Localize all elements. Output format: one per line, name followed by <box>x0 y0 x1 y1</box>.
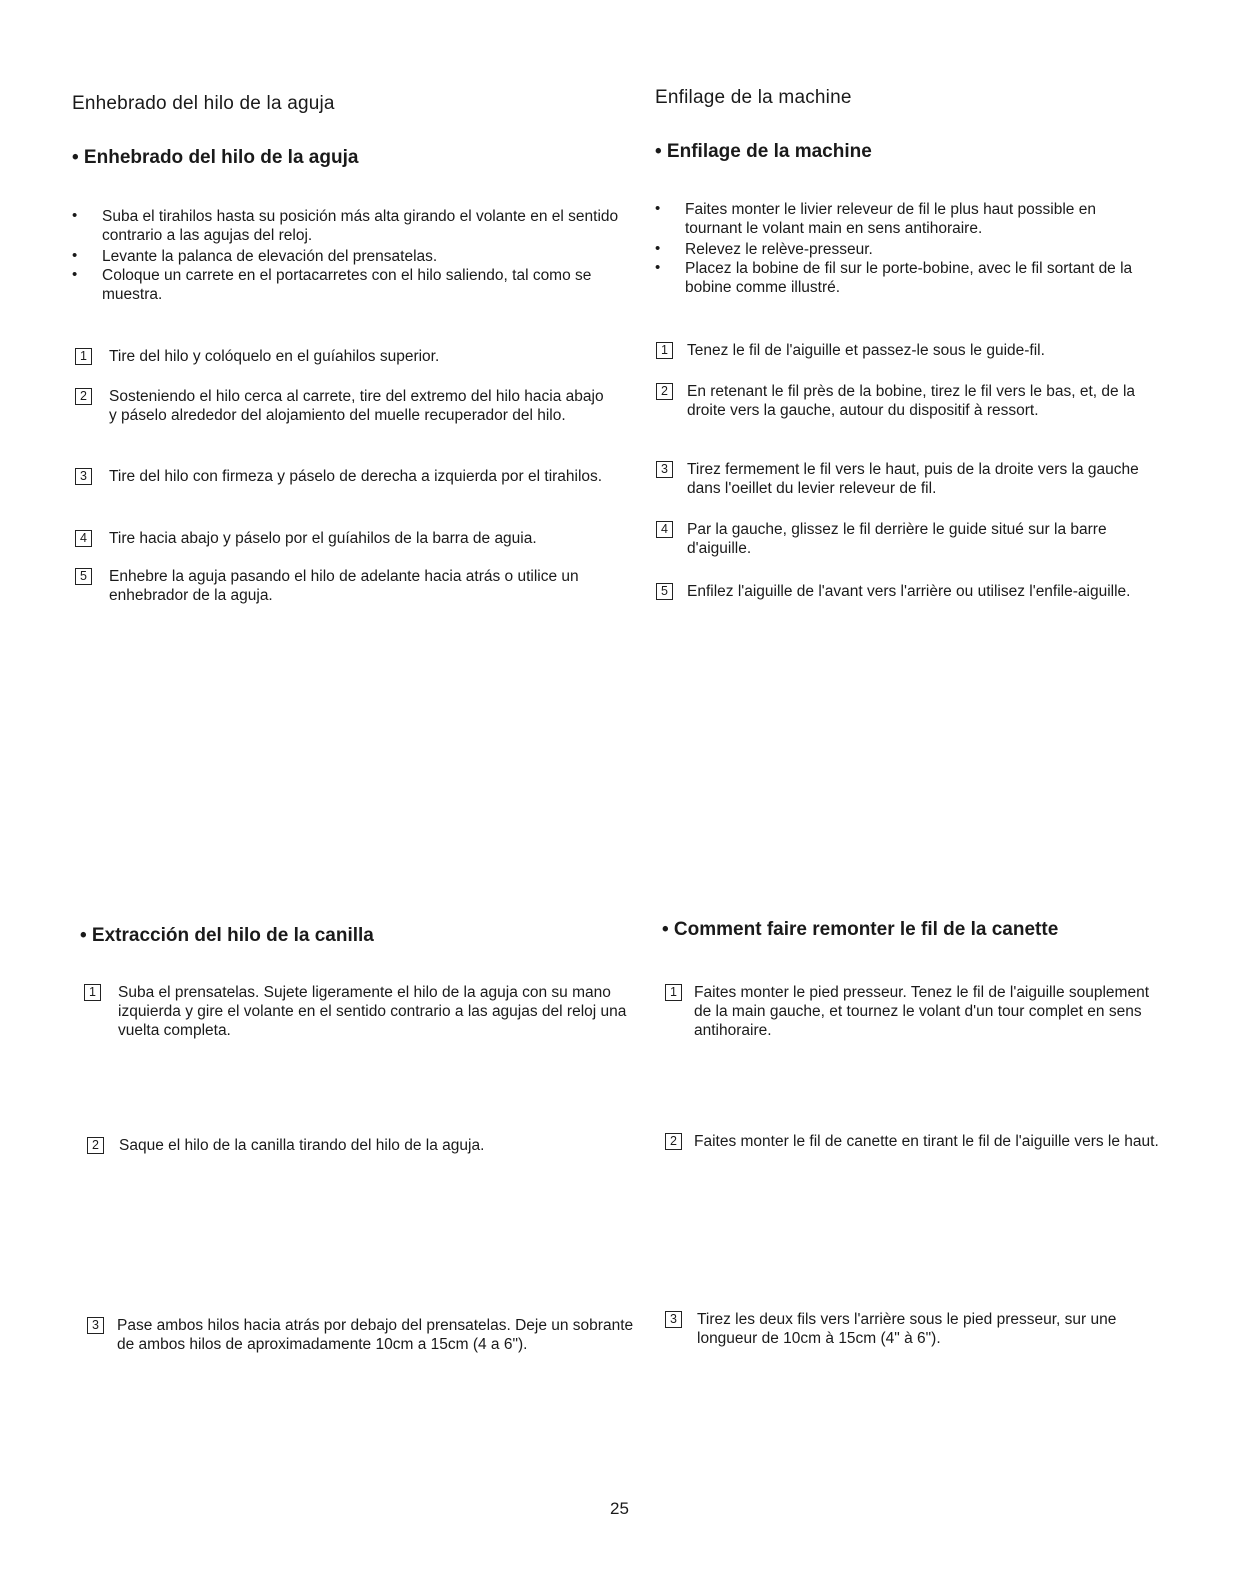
step-number-box: 4 <box>75 530 92 547</box>
step-number-box: 2 <box>656 383 673 400</box>
left-step-3: 3 Tire del hilo con firmeza y páselo de derecha a izquierda por el tirahilos. <box>75 467 620 507</box>
left-section-title: Enhebrado del hilo de la aguja <box>72 93 335 114</box>
right-bullet-3: • Placez la bobine de fil sur le porte-bobine, avec le fil sortant de la bobine comme illustré. <box>655 259 1133 296</box>
step-number-box: 2 <box>75 388 92 405</box>
right-s2-step-2: 2 Faites monter le fil de canette en tirant le fil de l'aiguille vers le haut. <box>665 1132 1160 1172</box>
right-step-2: 2 En retenant le fil près de la bobine, tirez le fil vers le bas, et, de la droite vers la gauche, autour du dispositif à ressort. <box>656 382 1156 442</box>
step-number-box: 1 <box>75 348 92 365</box>
bullet-marker: • <box>655 240 661 257</box>
right-step-3: 3 Tirez fermement le fil vers le haut, puis de la droite vers la gauche dans l'oeillet du levier releveur de fil. <box>656 460 1156 500</box>
step-number-box: 1 <box>665 984 682 1001</box>
bullet-marker: • <box>655 259 661 276</box>
left-step-1: 1 Tire del hilo y colóquelo en el guíahilos superior. <box>75 347 640 369</box>
left-bullet-2: • Levante la palanca de elevación del prensatelas. <box>72 247 438 265</box>
step-number-box: 3 <box>75 468 92 485</box>
left-step-5: 5 Enhebre la aguja pasando el hilo de adelante hacia atrás o utilice un enhebrador de la aguja. <box>75 567 640 607</box>
right-s2-step-3: 3 Tirez les deux fils vers l'arrière sous le pied presseur, sur une longueur de 10cm à 15cm (4" à 6"). <box>665 1310 1160 1350</box>
right-step-5: 5 Enfilez l'aiguille de l'avant vers l'arrière ou utilisez l'enfile-aiguille. <box>656 582 1156 622</box>
bullet-marker: • <box>72 247 78 264</box>
step-number-box: 3 <box>656 461 673 478</box>
right-s2-step-1: 1 Faites monter le pied presseur. Tenez le fil de l'aiguille souplement de la main gauche, et tournez le volant d'un tour complet en sens antihoraire. <box>665 983 1160 1043</box>
page-number: 25 <box>610 1499 629 1518</box>
right-section2-title: • Comment faire remonter le fil de la canette <box>662 919 1059 940</box>
step-number-box: 1 <box>84 984 101 1001</box>
left-subsection-title: • Enhebrado del hilo de la aguja <box>72 147 359 168</box>
bullet-marker: • <box>72 266 78 283</box>
step-number-box: 2 <box>665 1133 682 1150</box>
right-bullet-1: • Faites monter le livier releveur de fil le plus haut possible en tournant le volant main en sens antihoraire. <box>655 200 1096 237</box>
bullet-marker: • <box>655 200 661 217</box>
step-number-box: 1 <box>656 342 673 359</box>
left-step-4: 4 Tire hacia abajo y páselo por el guíahilos de la barra de aguia. <box>75 529 640 551</box>
left-section2-title: • Extracción del hilo de la canilla <box>80 925 374 946</box>
right-subsection-title: • Enfilage de la machine <box>655 141 872 162</box>
left-s2-step-1: 1 Suba el prensatelas. Sujete ligeramente el hilo de la aguja con su mano izquierda y gire el volante en el sentido contrario a las agujas del reloj una vuelta completa. <box>84 983 629 1043</box>
step-number-box: 3 <box>665 1311 682 1328</box>
bullet-marker: • <box>72 207 78 224</box>
left-s2-step-3: 3 Pase ambos hilos hacia atrás por debajo del prensatelas. Deje un sobrante de ambos hilos de aproximadamente 10cm a 15cm (4 a 6"). <box>87 1316 647 1376</box>
right-section-title: Enfilage de la machine <box>655 87 852 108</box>
right-bullet-2: • Relevez le relève-presseur. <box>655 240 873 258</box>
left-s2-step-2: 2 Saque el hilo de la canilla tirando del hilo de la aguja. <box>87 1136 647 1158</box>
left-step-2: 2 Sosteniendo el hilo cerca al carrete, tire del extremo del hilo hacia abajo y páselo alrededor del alojamiento del muelle recuperador del hilo. <box>75 387 605 447</box>
step-number-box: 5 <box>75 568 92 585</box>
step-number-box: 5 <box>656 583 673 600</box>
step-number-box: 4 <box>656 521 673 538</box>
left-bullet-1: • Suba el tirahilos hasta su posición más alta girando el volante en el sentido contrario a las agujas del reloj. <box>72 207 619 244</box>
left-bullet-3: • Coloque un carrete en el portacarretes con el hilo saliendo, tal como se muestra. <box>72 266 592 303</box>
step-number-box: 2 <box>87 1137 104 1154</box>
right-step-4: 4 Par la gauche, glissez le fil derrière le guide situé sur la barre d'aiguille. <box>656 520 1156 560</box>
right-step-1: 1 Tenez le fil de l'aiguille et passez-le sous le guide-fil. <box>656 341 1166 363</box>
step-number-box: 3 <box>87 1317 104 1334</box>
